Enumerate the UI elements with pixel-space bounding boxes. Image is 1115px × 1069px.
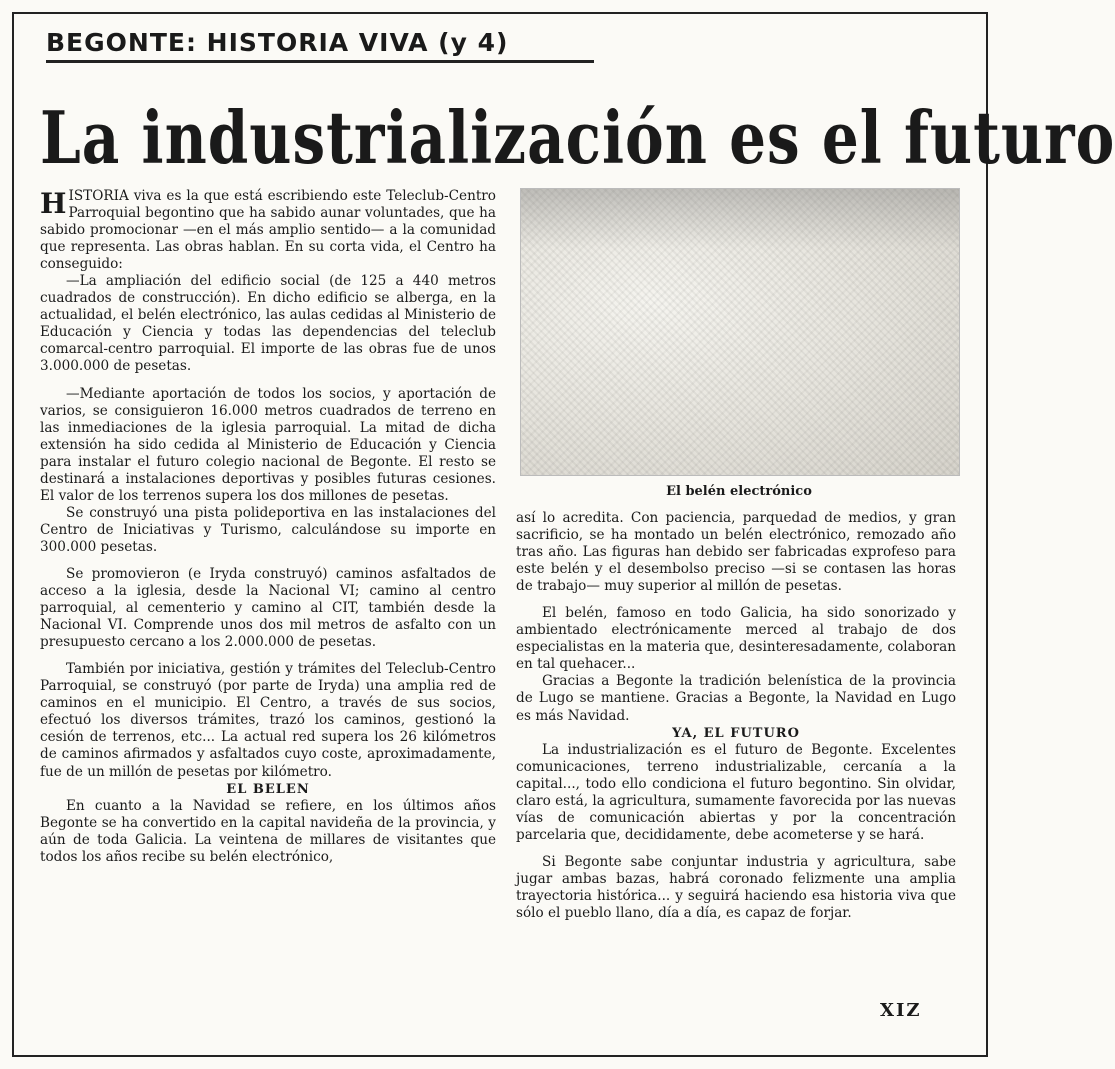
paragraph-acredita: así lo acredita. Con paciencia, parquedad de medios, y gran sacrificio, se ha montado un belén electrónico, remozado año tras año. Las figuras han debido ser fabricadas exprofeso para este belén y el desembolso preciso —si se contasen las horas de trabajo— muy superior al millón de pesetas. [516, 510, 956, 595]
photo-caption: El belén electrónico [666, 484, 812, 499]
author-signature: XIZ [880, 1000, 922, 1021]
subhead-el-belen: EL BELEN [226, 781, 310, 797]
subhead-ya-el-futuro: YA, EL FUTURO [672, 725, 800, 741]
right-column [516, 510, 956, 922]
article-headline: La industrialización es el futuro [40, 95, 1115, 181]
paragraph-industrializacion: La industrialización es el futuro de Begonte. Excelentes comunicaciones, terreno industrializable, cercanía a la capital..., todo ello condiciona el futuro begontino. Sin olvidar, claro está, la agricultura, sumamente favorecida por las nuevas vías de comunicación abiertas y por la concentración parcelaria que, decididamente, debe acometerse y se hará. [516, 741, 956, 843]
paragraph-tradicion: Gracias a Begonte la tradición belenística de la provincia de Lugo se mantiene. Gracias a Begonte, la Navidad en Lugo es más Navidad. [516, 673, 956, 724]
paragraph-conclusion: Si Begonte sabe conjuntar industria y agricultura, sabe jugar ambas bazas, habrá coronado felizmente una amplia trayectoria histórica... y seguirá haciendo esa historia viva que sólo el pueblo llano, día a día, es capaz de forjar. [516, 853, 956, 922]
paragraph-red-caminos: También por iniciativa, gestión y trámites del Teleclub-Centro Parroquial, se construyó (por parte de Iryda) una amplia red de caminos en el municipio. El Centro, a través de sus socios, efectuó los diversos trámites, trazó los caminos, gestionó la cesión de terrenos, etc... La actual red supera los 26 kilómetros de caminos afirmados y asfaltados cuyo coste, aproximadamente, fue de un millón de pesetas por kilómetro. [40, 661, 496, 780]
drop-cap: H [40, 187, 67, 220]
belen-photo [520, 188, 960, 476]
left-column [40, 188, 496, 866]
paragraph-edificio-social: —La ampliación del edificio social (de 125 a 440 metros cuadrados de construcción). En dicho edificio se alberga, en la actualidad, el belén electrónico, las aulas cedidas al Ministerio de Educación y Ciencia y todas las dependencias del teleclub comarcal-centro parroquial. El importe de las obras fue de unos 3.000.000 de pesetas. [40, 273, 496, 375]
paragraph-caminos-asfaltados: Se promovieron (e Iryda construyó) caminos asfaltados de acceso a la iglesia, desde la Nacional VI; camino al centro parroquial, al cementerio y camino al CIT, también desde la Nacional VI. Comprende unos dos mil metros de asfalto con un presupuesto cercano a los 2.000.000 de pesetas. [40, 565, 496, 651]
paragraph-sonorizado: El belén, famoso en todo Galicia, ha sido sonorizado y ambientado electrónicamente merced al trabajo de dos especialistas en la materia que, desinteresadamente, colaboran en tal quehacer... [516, 605, 956, 673]
paragraph-terrenos: —Mediante aportación de todos los socios, y aportación de varios, se consiguieron 16.000 metros cuadrados de terreno en las inmediaciones de la iglesia parroquial. La mitad de dicha extensión ha sido cedida al Ministerio de Educación y Ciencia para instalar el futuro colegio nacional de Begonte. El resto se destinará a instalaciones deportivas y posibles futuras cesiones. El valor de los terrenos supera los dos millones de pesetas. [40, 385, 496, 504]
section-kicker: BEGONTE: HISTORIA VIVA (y 4) [46, 28, 594, 63]
paragraph-pista: Se construyó una pista polideportiva en las instalaciones del Centro de Iniciativas y Turismo, calculándose su importe en 300.000 pesetas. [40, 504, 496, 555]
intro-paragraph: HISTORIA viva es la que está escribiendo este Teleclub-Centro Parroquial begontino que ha sabido aunar voluntades, que ha sabido promocionar —en el más amplio sentido— a la comunidad que representa. Las obras hablan. En su corta vida, el Centro ha conseguido: [40, 187, 496, 273]
paragraph-navidad: En cuanto a la Navidad se refiere, en los últimos años Begonte se ha convertido en la capital navideña de la provincia, y aún de toda Galicia. La veintena de millares de visitantes que todos los años recibe su belén electrónico, [40, 797, 496, 865]
